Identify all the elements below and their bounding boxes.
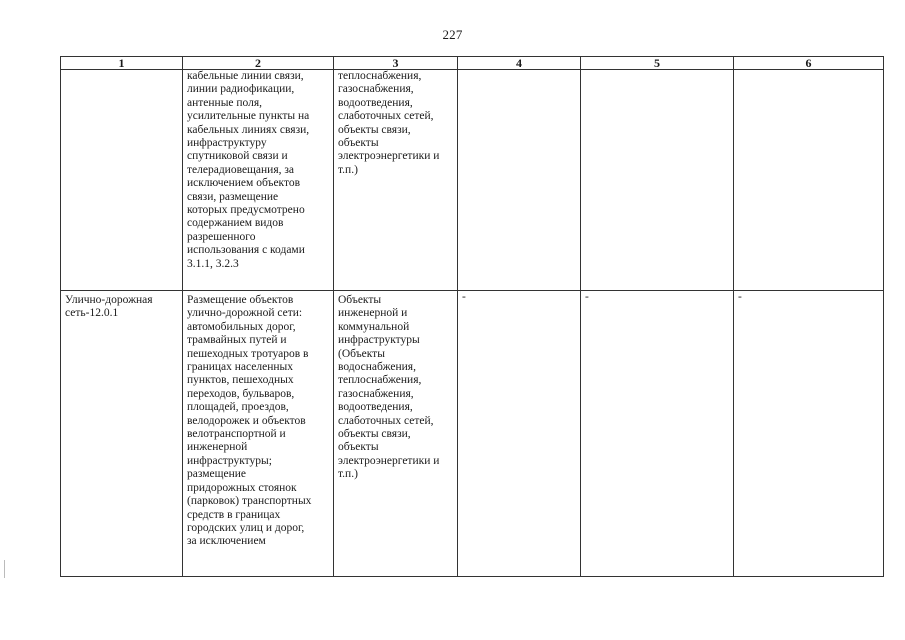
column-header-4: 4 xyxy=(458,57,581,70)
table-cell-auxiliary-uses: теплоснабжения, газоснабжения, водоотведения, слаботочных сетей, объекты связи, объекты электроэнергетики и т.п.) xyxy=(334,70,458,291)
table-cell-col-4 xyxy=(458,70,581,291)
table-row xyxy=(61,291,884,577)
table-cell-use-description: Размещение объектов улично-дорожной сети: автомобильных дорог, трамвайных путей и пешеходных тротуаров в границах населенных пунктов, пешеходных переходов, бульваров, площадей, проездов, велодорожек и объектов велотранспортной и инженерной инфраструктуры; размещение придорожных стоянок (парковок) транспортных средств в границах городских улиц и дорог, за исключением xyxy=(183,291,334,577)
regulations-table xyxy=(60,56,884,577)
page-number: 227 xyxy=(442,27,463,42)
table-cell-col-6 xyxy=(734,70,884,291)
column-header-1: 1 xyxy=(61,57,183,70)
table-cell-use-description: кабельные линии связи, линии радиофикации, антенные поля, усилительные пункты на кабельных линиях связи, инфраструктуру спутниковой связи и телерадиовещания, за исключением объектов связи, размещение которых предусмотрено содержанием видов разрешенного использования с кодами 3.1.1, 3.2.3 xyxy=(183,70,334,291)
table-header-row xyxy=(61,57,884,70)
table-cell-use-name: Улично-дорожная сеть-12.0.1 xyxy=(61,291,183,577)
table-cell-col-5: - xyxy=(581,291,734,577)
scan-edge-mark xyxy=(4,560,5,578)
table-cell-col-4: - xyxy=(458,291,581,577)
column-header-2: 2 xyxy=(183,57,334,70)
table-row xyxy=(61,70,884,291)
table-cell-col-5 xyxy=(581,70,734,291)
table-cell-col-6: - xyxy=(734,291,884,577)
column-header-6: 6 xyxy=(734,57,884,70)
table-cell-auxiliary-uses: Объекты инженерной и коммунальной инфраструктуры (Объекты водоснабжения, теплоснабжения, газоснабжения, водоотведения, слаботочных сетей, объекты связи, объекты электроэнергетики и т.п.) xyxy=(334,291,458,577)
column-header-3: 3 xyxy=(334,57,458,70)
table-cell-use-name xyxy=(61,70,183,291)
column-header-5: 5 xyxy=(581,57,734,70)
